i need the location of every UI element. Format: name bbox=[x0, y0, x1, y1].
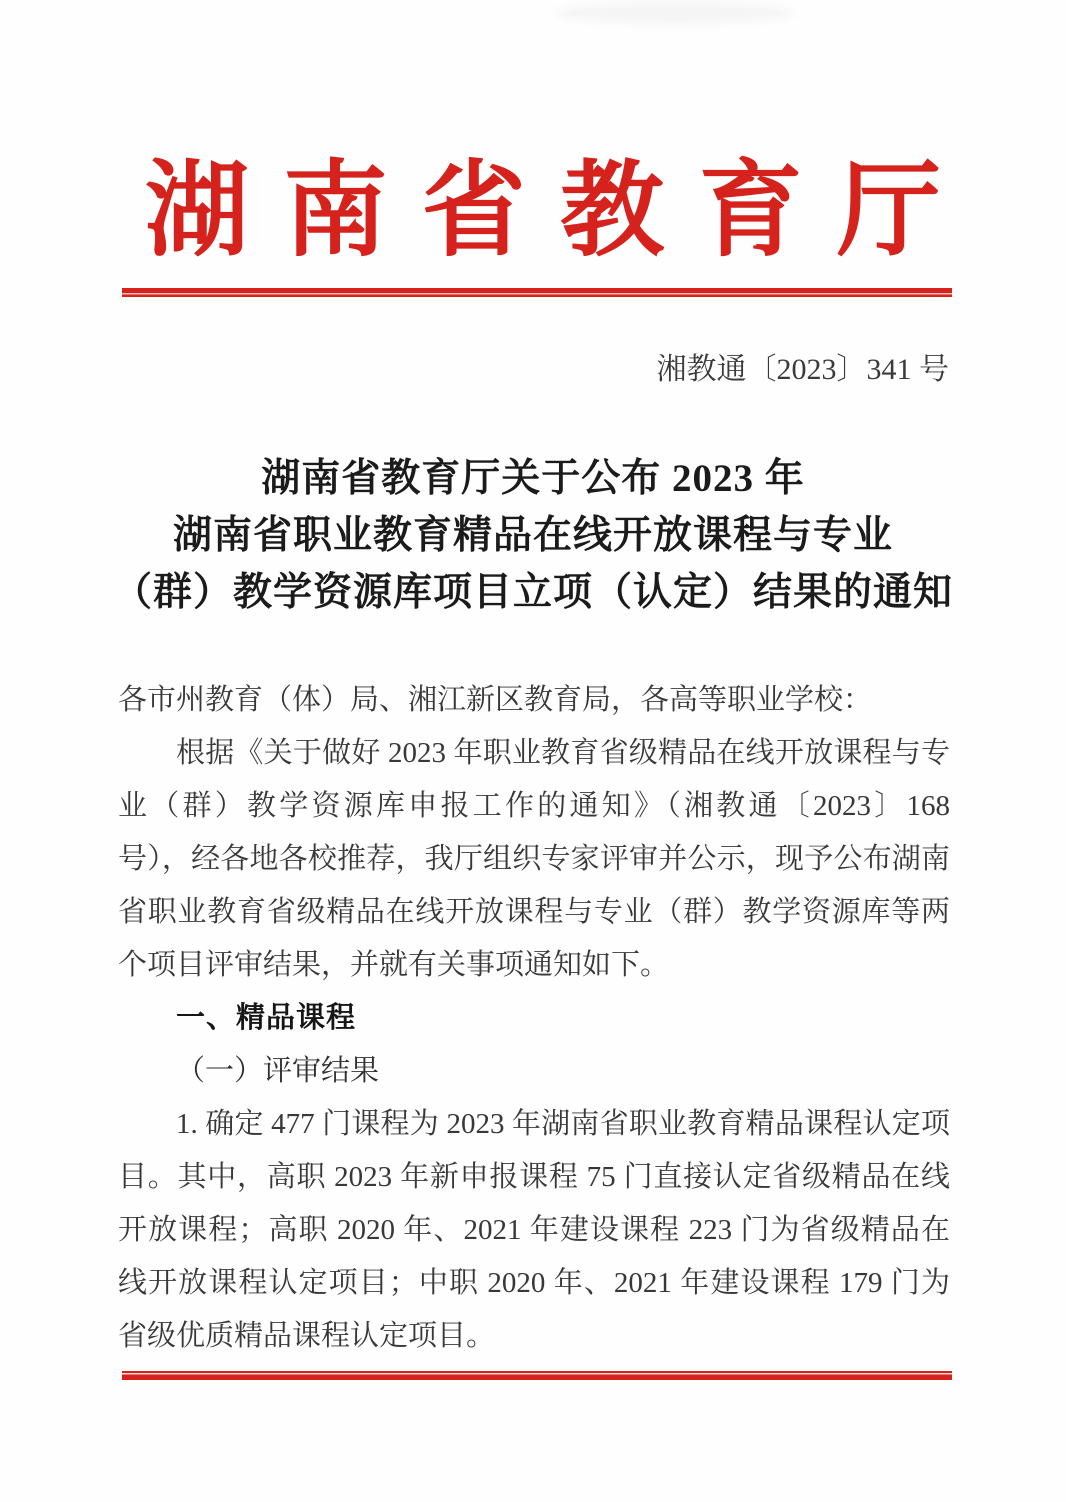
agency-name-char: 湖 bbox=[145, 154, 250, 269]
footer-divider-rule bbox=[122, 1371, 952, 1380]
scan-smudge-artifact bbox=[555, 2, 795, 24]
agency-name-char: 教 bbox=[560, 154, 665, 269]
doc-number: 湘教通〔2023〕341 号 bbox=[656, 353, 949, 386]
intro-paragraph: 根据《关于做好 2023 年职业教育省级精品在线开放课程与专业（群）教学资源库申报工作的通知》（湘教通〔2023〕168 号），经各地各校推荐，我厅组织专家评审并公示，现予公布湖南省职业教育省级精品在线开放课程与专业（群）教学资源库等两个项目评审结果，并就有关事项通知如下。 bbox=[118, 737, 950, 981]
notice-title-line-2: 湖南省职业教育精品在线开放课程与专业 bbox=[172, 514, 893, 557]
notice-title-line-3: （群）教学资源库项目立项（认定）结果的通知 bbox=[112, 571, 953, 614]
agency-name-char: 育 bbox=[698, 154, 803, 269]
notice-title-line-1: 湖南省教育厅关于公布 2023 年 bbox=[261, 457, 805, 500]
section-heading: 一、精品课程 bbox=[176, 1002, 357, 1034]
header-divider-rule bbox=[122, 288, 952, 297]
agency-name-char: 厅 bbox=[836, 154, 941, 269]
salutation: 各市州教育（体）局、湘江新区教育局，各高等职业学校： bbox=[118, 684, 873, 716]
notice-title bbox=[50, 450, 1016, 621]
agency-name-char: 省 bbox=[421, 154, 526, 269]
document-body bbox=[118, 674, 950, 1363]
result-paragraph: 1. 确定 477 门课程为 2023 年湖南省职业教育精品课程认定项目。其中，高职 2023 年新申报课程 75 门直接认定省级精品在线开放课程；高职 2020 年、2021 年建设课程 223 门为省级精品在线开放课程认定项目；中职 2020 年、2021 年建设课程 179 门为省级优质精品课程认定项目。 bbox=[118, 1108, 950, 1352]
subsection-heading: （一）评审结果 bbox=[176, 1055, 380, 1087]
agency-name bbox=[145, 156, 941, 268]
agency-name-char: 南 bbox=[283, 154, 388, 269]
